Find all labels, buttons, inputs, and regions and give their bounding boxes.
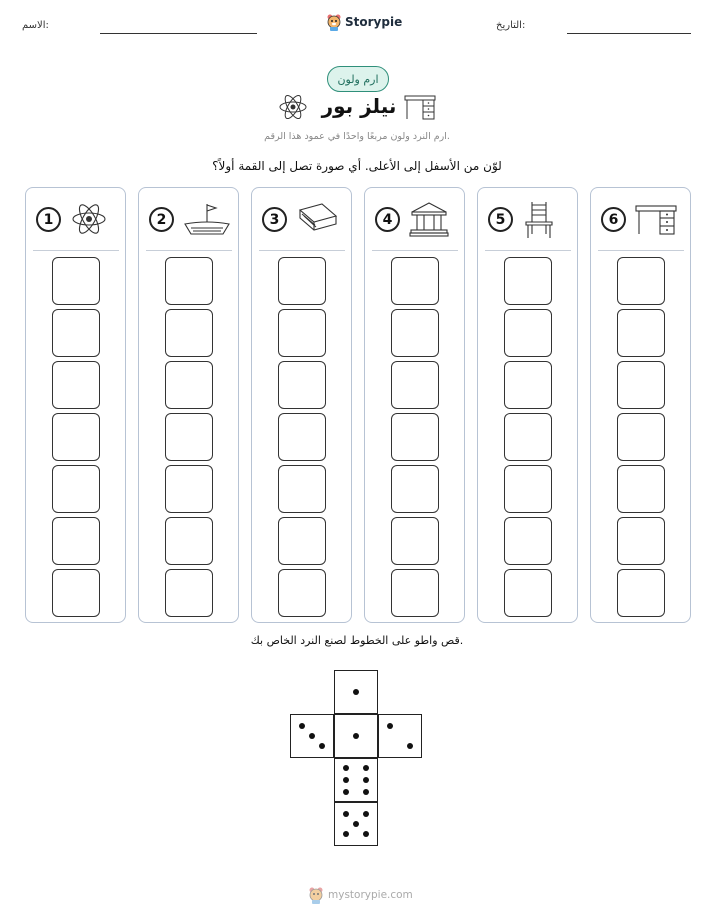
die-face [334,802,378,846]
color-cell[interactable] [52,309,100,357]
die-face [378,714,422,758]
die-pip [343,777,349,783]
cut-fold-instruction: قص واطو على الخطوط لصنع النرد الخاص بك. [250,634,464,647]
storypie-mascot-icon [326,13,342,31]
color-cell[interactable] [391,257,439,305]
die-pip [363,811,369,817]
color-cell[interactable] [165,517,213,565]
die-pip [363,789,369,795]
color-cell[interactable] [278,257,326,305]
brand-logo [326,12,402,32]
color-cell[interactable] [165,569,213,617]
column-header [26,188,125,250]
color-cell[interactable] [391,569,439,617]
die-pip [309,733,315,739]
color-cell[interactable] [52,413,100,461]
color-cell[interactable] [278,309,326,357]
column-number: 2 [149,207,174,232]
die-pip [319,743,325,749]
column-6 [590,187,691,623]
game-type-badge: ارم ولون [327,66,389,92]
color-cell[interactable] [504,361,552,409]
color-cell[interactable] [617,309,665,357]
color-cell[interactable] [165,257,213,305]
die-pip [363,831,369,837]
column-number: 3 [262,207,287,232]
column-header [139,188,238,250]
column-divider [598,250,684,251]
die-pip [407,743,413,749]
color-cell[interactable] [504,309,552,357]
column-4 [364,187,465,623]
die-pip [343,811,349,817]
color-cell[interactable] [504,569,552,617]
color-cell[interactable] [391,361,439,409]
die-pip [299,723,305,729]
color-cell[interactable] [278,465,326,513]
color-cell[interactable] [278,413,326,461]
column-number: 5 [488,207,513,232]
color-cell[interactable] [52,257,100,305]
color-cell[interactable] [617,465,665,513]
color-cell[interactable] [52,569,100,617]
die-pip [343,789,349,795]
die-pip [363,765,369,771]
color-cell[interactable] [165,413,213,461]
color-cell[interactable] [617,413,665,461]
chair-icon [522,200,556,244]
color-cell[interactable] [165,309,213,357]
color-cell[interactable] [391,517,439,565]
footer [308,884,413,906]
column-1 [25,187,126,623]
column-number: 6 [601,207,626,232]
page-title: نيلز بور [321,94,397,118]
column-header [252,188,351,250]
die-pip [363,777,369,783]
color-cell[interactable] [278,361,326,409]
date-label: التاريخ: [496,20,526,31]
die-face [334,670,378,714]
color-cell[interactable] [391,309,439,357]
color-cell[interactable] [504,465,552,513]
die-face [290,714,334,758]
atom-icon [278,92,308,126]
title-row [0,94,714,124]
color-cell[interactable] [391,413,439,461]
column-header [365,188,464,250]
column-3 [251,187,352,623]
question-text: لوّن من الأسفل إلى الأعلى. أي صورة تصل إلى القمة أولاً؟ [212,159,502,173]
desk-icon [404,92,436,124]
color-cell[interactable] [52,465,100,513]
name-label: الاسم: [22,20,49,31]
color-cell[interactable] [165,361,213,409]
color-cell[interactable] [391,465,439,513]
die-face [334,758,378,802]
die-pip [353,733,359,739]
die-pip [343,831,349,837]
color-cell[interactable] [52,361,100,409]
color-cell[interactable] [617,257,665,305]
date-line [567,33,691,34]
color-cell[interactable] [504,413,552,461]
color-cell[interactable] [278,569,326,617]
color-cell[interactable] [504,257,552,305]
color-cell[interactable] [617,569,665,617]
brand-name: Storypie [345,15,403,29]
storypie-mascot-icon [308,886,324,904]
book-icon [296,200,340,242]
die-pip [387,723,393,729]
color-cell[interactable] [165,465,213,513]
color-cell[interactable] [617,517,665,565]
color-cell[interactable] [52,517,100,565]
column-2 [138,187,239,623]
column-divider [485,250,571,251]
column-number: 1 [36,207,61,232]
museum-building-icon [409,200,449,242]
subtitle-instruction: ارم النرد ولون مربعًا واحدًا في عمود هذا الرقم. [264,131,450,142]
color-cell[interactable] [504,517,552,565]
die-pip [353,821,359,827]
boat-icon [183,200,231,242]
column-header [478,188,577,250]
column-header [591,188,690,250]
atom-icon [70,200,108,242]
die-face [334,714,378,758]
column-divider [33,250,119,251]
die-pip [353,689,359,695]
column-divider [372,250,458,251]
column-divider [259,250,345,251]
color-cell[interactable] [278,517,326,565]
column-divider [146,250,232,251]
desk-icon [635,200,677,240]
column-5 [477,187,578,623]
die-pip [343,765,349,771]
color-cell[interactable] [617,361,665,409]
footer-url: mystorypie.com [328,889,413,901]
column-number: 4 [375,207,400,232]
name-line [100,33,257,34]
